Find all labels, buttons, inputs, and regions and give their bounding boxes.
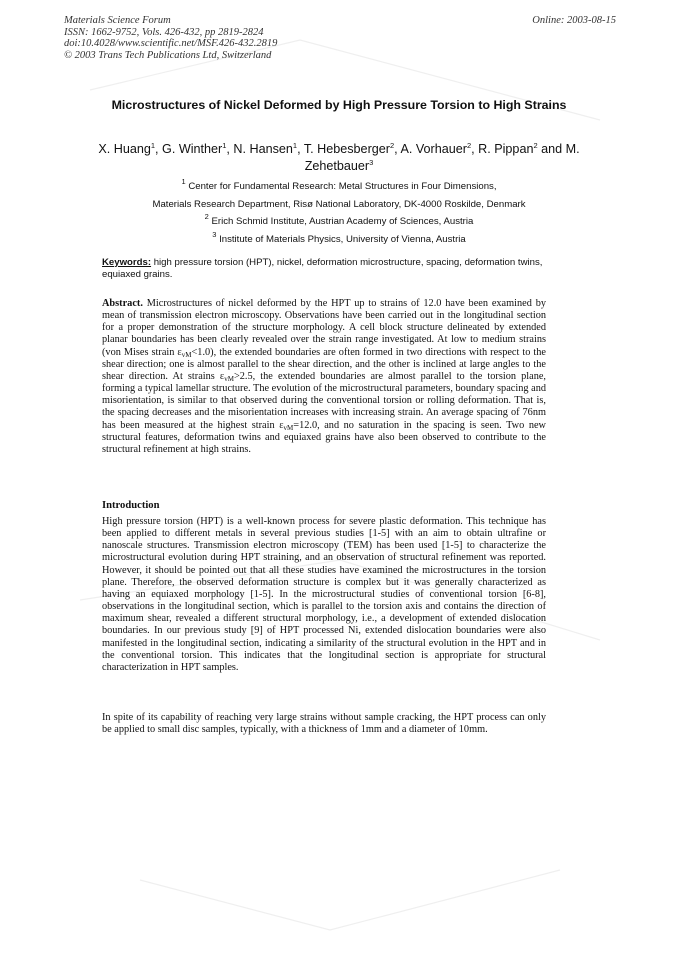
- keywords-section: [102, 257, 546, 281]
- introduction-paragraph-1: High pressure torsion (HPT) is a well-known process for severe plastic deformation. This technique has been applied to different metals in several previous studies [1-5] with an aim to obtain ultrafine or nanoscale structures. Transmission electron microscopy (TEM) has been used [1-5] to characterize the microstructural evolution during HPT straining, and an observation of structural refinement was reported. However, it should be pointed out that all these studies have examined the microstructures in the torsion plane. Therefore, the observed deformation structure is complex but it was generally characterized as having an equiaxed morphology [1-5]. In the microstructural studies of conventional torsion [6-8], observations in the longitudinal section, which is parallel to the torsion axis and contains the direction of maximum shear, revealed a different structural morphology, i.e., a development of extended dislocation boundaries. In our previous study [9] of HPT processed Ni, extended dislocation boundaries were also manifested in the longitudinal section, indicating a similarity of the structural evolution in the HPT and in the conventional torsion. This indicates that the longitudinal section is appropriate for structural characterization in HPT samples.: [102, 516, 546, 673]
- author-name: N. Hansen: [233, 142, 293, 156]
- affiliation-mark: 1: [181, 177, 186, 186]
- abstract-paragraph: Abstract. Microstructures of nickel deformed by the HPT up to strains of 12.0 have been examined by mean of transmission electron microscopy. Observations have been carried out in the longitudinal section for a proper demonstration of the structure morphology. A cell block structure delineated by extended planar boundaries has been clearly revealed over the strain range investigated. At low to medium strains (von Mises strain $\varepsilon_{vM}<1.0$), the extended boundaries are often formed in two directions with respect to the shear direction; one is almost parallel to the shear direction, and the other is inclined at large angles to the shear direction. At strains $\varepsilon_{vM}>2.5$, the extended boundaries are almost parallel to the torsion plane, forming a typical lamellar structure. The evolution of the microstructural parameters, boundary spacing and misorientation, is similar to that observed during the conventional torsion or rolling deformation. That is, the spacing decreases and the misorientation increases with increasing strain. An average spacing of 76nm has been measured at the highest strain $\varepsilon_{vM}=12.0$, and no saturation in the spacing is seen. Two new structural features, deformation twins and equiaxed grains have also been observed to contribute to the structural refinement at high strains.: [102, 298, 547, 455]
- affiliation-mark: 2: [204, 212, 209, 221]
- affiliation-list: [92, 178, 586, 248]
- author-affiliation-mark: 3: [369, 158, 374, 167]
- author-and: and: [541, 142, 563, 156]
- author-affiliation-mark: 1: [222, 141, 227, 150]
- affiliation-mark: 3: [212, 229, 217, 239]
- author-affiliation-mark: 1: [150, 141, 156, 150]
- author-affiliation-mark: 2: [533, 141, 538, 150]
- author-name: G. Winther: [162, 142, 223, 156]
- author-affiliation-mark: 1: [292, 141, 298, 150]
- affiliation-line: Materials Research Department, Risø National Laboratory, DK-4000 Roskilde, Denmark: [152, 198, 526, 210]
- journal-name: Materials Science Forum: [64, 15, 171, 26]
- introduction-paragraph-2: In spite of its capability of reaching very large strains without sample cracking, the HPT process can only be applied to small disc samples, typically, with a thickness of 1mm and a diameter of 10mm.: [102, 712, 546, 736]
- affiliation-line: $^2$ Erich Schmid Institute, Austrian Academy of Sciences, Austria: [204, 212, 474, 227]
- author-separator: ,: [297, 142, 304, 156]
- doi-line[interactable]: doi:10.4028/www.scientific.net/MSF.426-432.2819: [64, 38, 278, 49]
- author-name: X. Huang: [98, 142, 151, 156]
- copyright-line: © 2003 Trans Tech Publications Ltd, Switzerland: [64, 49, 272, 61]
- author-list: [92, 141, 586, 175]
- author-affiliation-mark: 2: [389, 141, 395, 150]
- introduction-heading: Introduction: [102, 500, 160, 511]
- journal-header: [64, 15, 277, 61]
- author-name: T. Hebesberger: [303, 142, 390, 156]
- keywords-label: Keywords:: [102, 257, 152, 268]
- author-separator: ,: [155, 142, 163, 156]
- author-separator: ,: [394, 142, 401, 156]
- abstract-label: Abstract.: [102, 298, 143, 309]
- author-name: M. Zehetbauer: [304, 142, 580, 173]
- affiliation-line: $^1$ Center for Fundamental Research: Metal Structures in Four Dimensions,: [181, 177, 497, 192]
- author-affiliation-mark: 2: [466, 141, 472, 150]
- issn-line: ISSN: 1662-9752, Vols. 426-432, pp 2819-2824: [64, 26, 264, 38]
- author-name: A. Vorhauer: [400, 142, 467, 156]
- online-date: Online: 2003-08-15: [532, 15, 616, 26]
- author-name: R. Pippan: [478, 142, 534, 156]
- author-separator: ,: [226, 142, 234, 156]
- affiliation-line: $^3$ Institute of Materials Physics, University of Vienna, Austria: [212, 229, 466, 245]
- keywords-text: high pressure torsion (HPT), nickel, deformation microstructure, spacing, deformation twins, equiaxed grains.: [102, 257, 543, 280]
- author-separator: ,: [471, 142, 479, 156]
- paper-title: Microstructures of Nickel Deformed by High Pressure Torsion to High Strains: [111, 98, 567, 112]
